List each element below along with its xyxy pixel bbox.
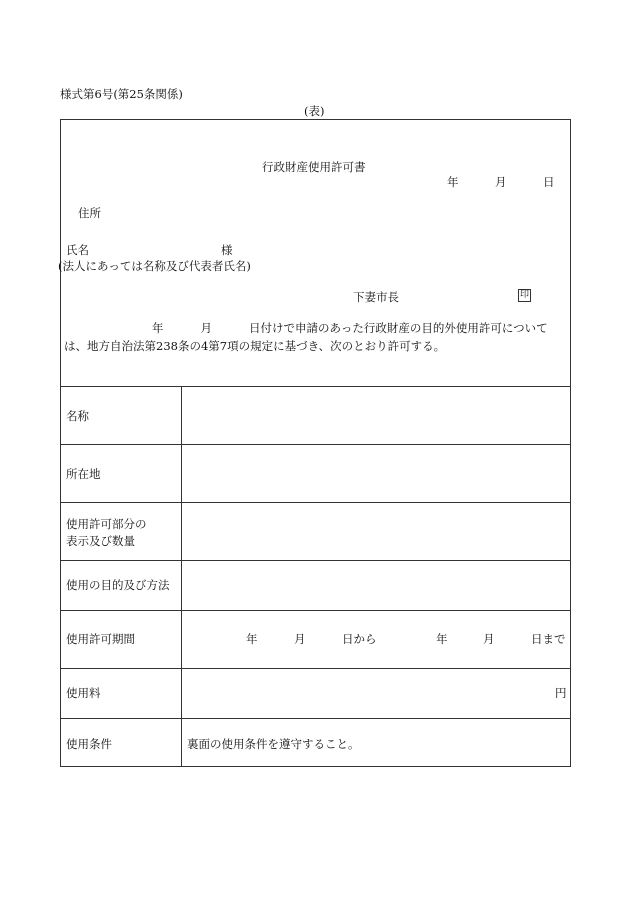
period-start-month: 月 bbox=[294, 632, 306, 646]
row-divider bbox=[61, 718, 570, 719]
conditions-value: 裏面の使用条件を遵守すること。 bbox=[187, 737, 360, 751]
date-day: 日 bbox=[543, 175, 555, 189]
period-start-year: 年 bbox=[246, 632, 258, 646]
row-divider bbox=[61, 502, 570, 503]
row-label-part-line2: 表示及び数量 bbox=[66, 534, 135, 548]
body-year: 年 bbox=[152, 321, 164, 335]
permit-form bbox=[60, 119, 571, 767]
row-divider bbox=[61, 668, 570, 669]
corporate-note: (法人にあっては名称及び代表者氏名) bbox=[58, 259, 251, 273]
row-label-conditions: 使用条件 bbox=[66, 737, 112, 751]
date-year: 年 bbox=[447, 175, 459, 189]
body-month: 月 bbox=[200, 321, 212, 335]
permit-body-paragraph bbox=[64, 319, 569, 355]
fee-unit: 円 bbox=[555, 686, 567, 700]
issuer: 下妻市長 bbox=[353, 290, 399, 304]
side-label: (表) bbox=[304, 104, 325, 118]
row-label-name: 名称 bbox=[66, 409, 89, 423]
honorific: 様 bbox=[221, 243, 233, 257]
row-label-purpose: 使用の目的及び方法 bbox=[66, 578, 170, 592]
address-label: 住所 bbox=[78, 206, 101, 220]
form-title: 行政財産使用許可書 bbox=[262, 160, 366, 174]
seal-box bbox=[518, 289, 531, 302]
row-divider bbox=[61, 444, 570, 445]
row-divider bbox=[61, 560, 570, 561]
row-divider bbox=[61, 386, 570, 387]
seal-mark: 印 bbox=[519, 290, 529, 300]
name-label: 氏名 bbox=[66, 243, 89, 257]
form-number: 様式第6号(第25条関係) bbox=[60, 87, 183, 101]
period-start-day: 日から bbox=[342, 632, 377, 646]
row-label-fee: 使用料 bbox=[66, 686, 101, 700]
column-divider bbox=[181, 386, 182, 766]
row-label-period: 使用許可期間 bbox=[66, 632, 135, 646]
date-month: 月 bbox=[495, 175, 507, 189]
period-end-month: 月 bbox=[483, 632, 495, 646]
row-label-part-line1: 使用許可部分の bbox=[66, 517, 147, 531]
body-text: 日付けで申請のあった行政財産の目的外使用許可については、地方自治法第238条の4第7項の規定に基づき、次のとおり許可する。 bbox=[64, 321, 548, 353]
row-label-location: 所在地 bbox=[66, 467, 101, 481]
period-end-day: 日まで bbox=[531, 632, 566, 646]
period-end-year: 年 bbox=[436, 632, 448, 646]
row-divider bbox=[61, 610, 570, 611]
